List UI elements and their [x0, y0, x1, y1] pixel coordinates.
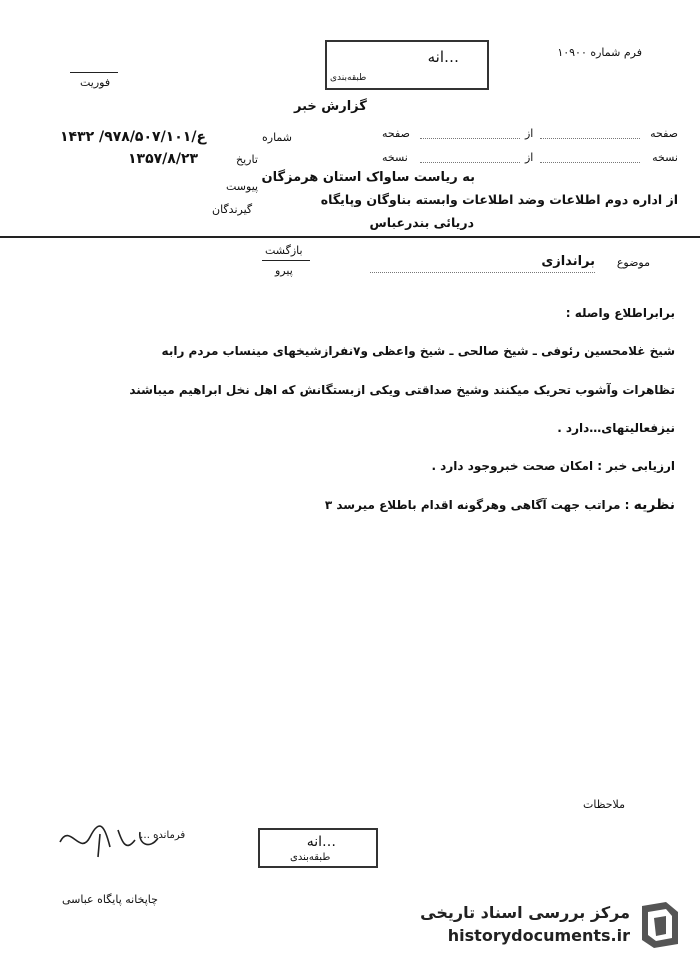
number-label: شماره [262, 131, 293, 144]
watermark-logo-icon [636, 900, 684, 954]
subject-value: براندازی [541, 254, 595, 269]
watermark-url: historydocuments.ir [447, 926, 630, 945]
recipients-label: گیرندگان [212, 203, 253, 216]
body-line-2: تظاهرات وآشوب تحریک میکنند وشیخ صداقتی ویکی ازبستگانش که اهل نخل ابراهیم میباشند [129, 383, 675, 397]
date-value: ۱۳۵۷/۸/۲۳ [128, 151, 199, 167]
to-line: به ریاست ساواک استان هرمزگان [261, 170, 475, 185]
page-label: صفحه [650, 127, 678, 140]
signature-text: فرمانده … [140, 830, 186, 841]
copy-label: نسخه [652, 151, 678, 164]
from-line: از اداره دوم اطلاعات وضد اطلاعات وابسته بناوگان وپایگاه [320, 192, 678, 207]
body-intro: برابراطلاع واصله : [565, 306, 675, 320]
followup-label: پیرو [275, 264, 293, 277]
date-label: تاریخ [236, 153, 258, 166]
page-of-label: از [525, 127, 534, 140]
opinion-line [325, 497, 675, 513]
number-main: ۹۷۸/۵۰۷/۱۰۱/ ۱۴۳۲ [60, 129, 192, 145]
urgent-label: فوریت [80, 76, 111, 89]
report-title: گزارش خبر [294, 99, 367, 114]
from-line-cont: دریائی بندرعباس [369, 215, 474, 230]
classification-label: طبقه‌بندی [330, 73, 367, 83]
opinion-text: : مراتب جهت آگاهی وهرگونه اقدام باطلاع میرسد ۳ [324, 498, 630, 512]
notes-label: ملاحظات [583, 798, 625, 811]
classification-stamp-bottom-text: …انه [306, 834, 336, 850]
body-line-1: شیخ غلامحسین رئوفی ـ شیخ صالحی ـ شیخ واعظی و۷نفرازشیخهای مینساب مردم رابه [161, 344, 675, 358]
classification-label-bottom: طبقه‌بندی [290, 852, 331, 863]
urgent-line [70, 72, 118, 73]
printer-label: چاپخانه پایگاه عباسی [62, 893, 158, 906]
copy-of-label: از [525, 151, 534, 164]
copy-label-2: نسخه [382, 151, 408, 164]
attachment-label: پیوست [226, 180, 259, 193]
subject-label: موضوع [616, 256, 650, 269]
page-label-2: صفحه [382, 127, 410, 140]
header-divider [0, 236, 700, 238]
assessment-line: ارزیابی خبر : امکان صحت خبروجود دارد . [431, 459, 675, 473]
signature-scribble [40, 812, 220, 864]
signature [40, 812, 220, 864]
number-prefix: ع/ [191, 129, 207, 145]
form-number: فرم شماره ۱۰۹۰۰ [557, 46, 642, 59]
return-label: بازگشت [265, 244, 303, 257]
classification-stamp-text: …انه [427, 48, 459, 66]
body-line-3: نیزفعالیتهای…دارد . [557, 421, 675, 435]
number-value [60, 129, 206, 145]
opinion-label: نظریه [633, 497, 675, 513]
watermark-title: مرکز بررسی اسناد تاریخی [420, 903, 630, 922]
